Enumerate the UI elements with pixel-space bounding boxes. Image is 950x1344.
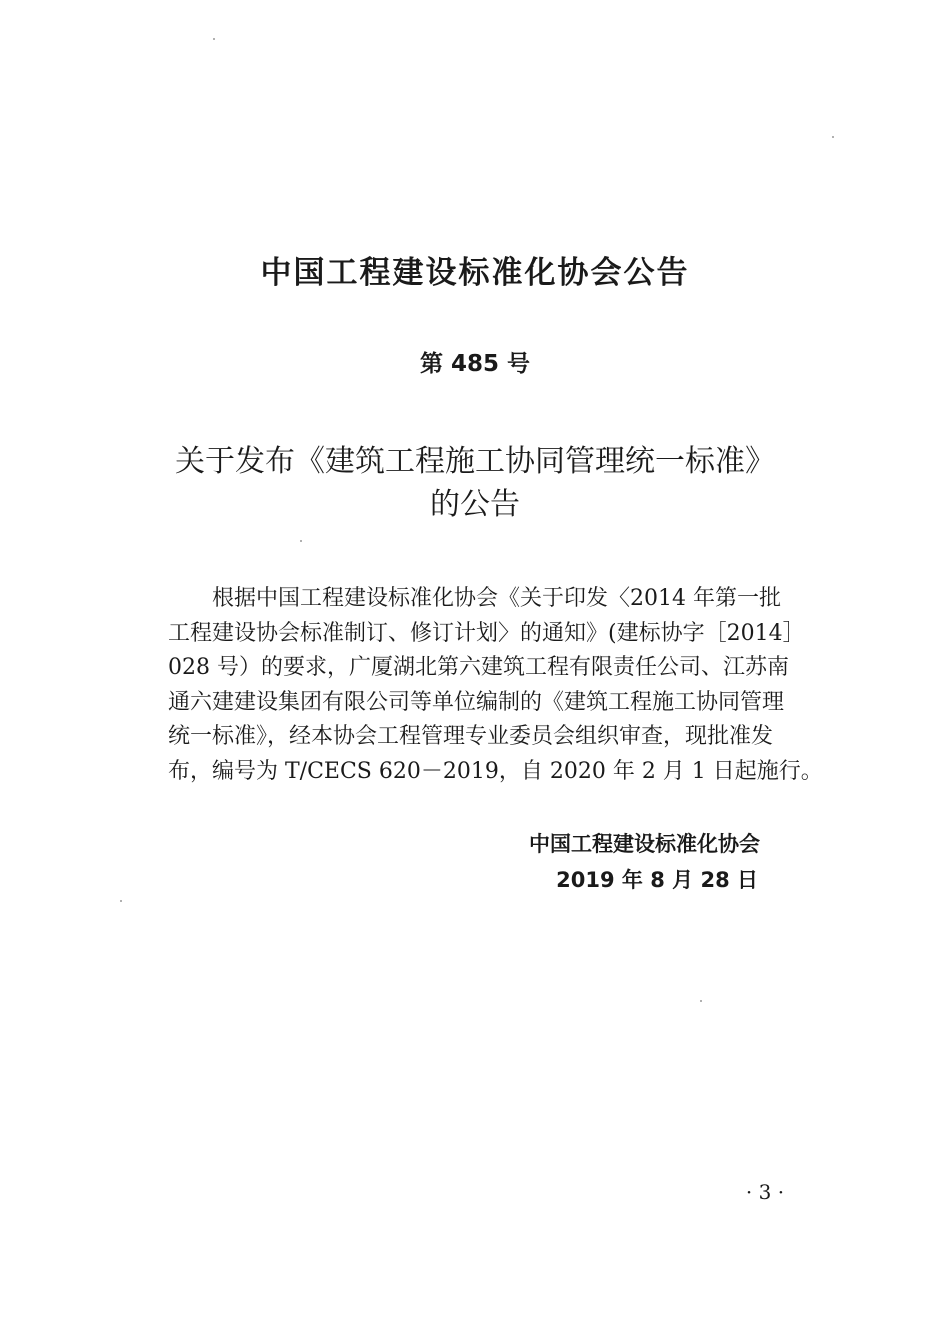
scan-speck (213, 38, 215, 40)
body-line: 通六建建设集团有限公司等单位编制的《建筑工程施工协同管理 (168, 689, 785, 715)
scan-speck (300, 540, 302, 542)
subject-line: 关于发布《建筑工程施工协同管理统一标准》 (175, 444, 775, 479)
body-line: 工程建设协会标准制订、修订计划〉的通知》(建标协字［2014］ (168, 620, 805, 646)
scan-speck (832, 136, 834, 138)
body-line: 028 号）的要求，广厦湖北第六建筑工程有限责任公司、江苏南 (168, 655, 789, 680)
page-number: · 3 · (745, 1180, 785, 1204)
announcement-body (168, 582, 823, 789)
body-line: 布，编号为 T/CECS 620－2019，自 2020 年 2 月 1 日起施行。 (168, 758, 823, 784)
announcement-subject (0, 440, 950, 526)
body-line: 根据中国工程建设标准化协会《关于印发〈2014 年第一批 (212, 586, 781, 611)
signature-date: 2019 年 8 月 28 日 (556, 868, 758, 892)
scan-speck (700, 1000, 702, 1002)
signature-block (529, 826, 760, 898)
scan-speck (120, 900, 122, 902)
signature-organization: 中国工程建设标准化协会 (529, 832, 760, 856)
issue-number: 第 485 号 (419, 351, 531, 377)
subject-line: 的公告 (430, 487, 520, 522)
organization-title: 中国工程建设标准化协会公告 (260, 255, 690, 291)
body-line: 统一标准》，经本协会工程管理专业委员会组织审查，现批准发 (168, 724, 774, 749)
